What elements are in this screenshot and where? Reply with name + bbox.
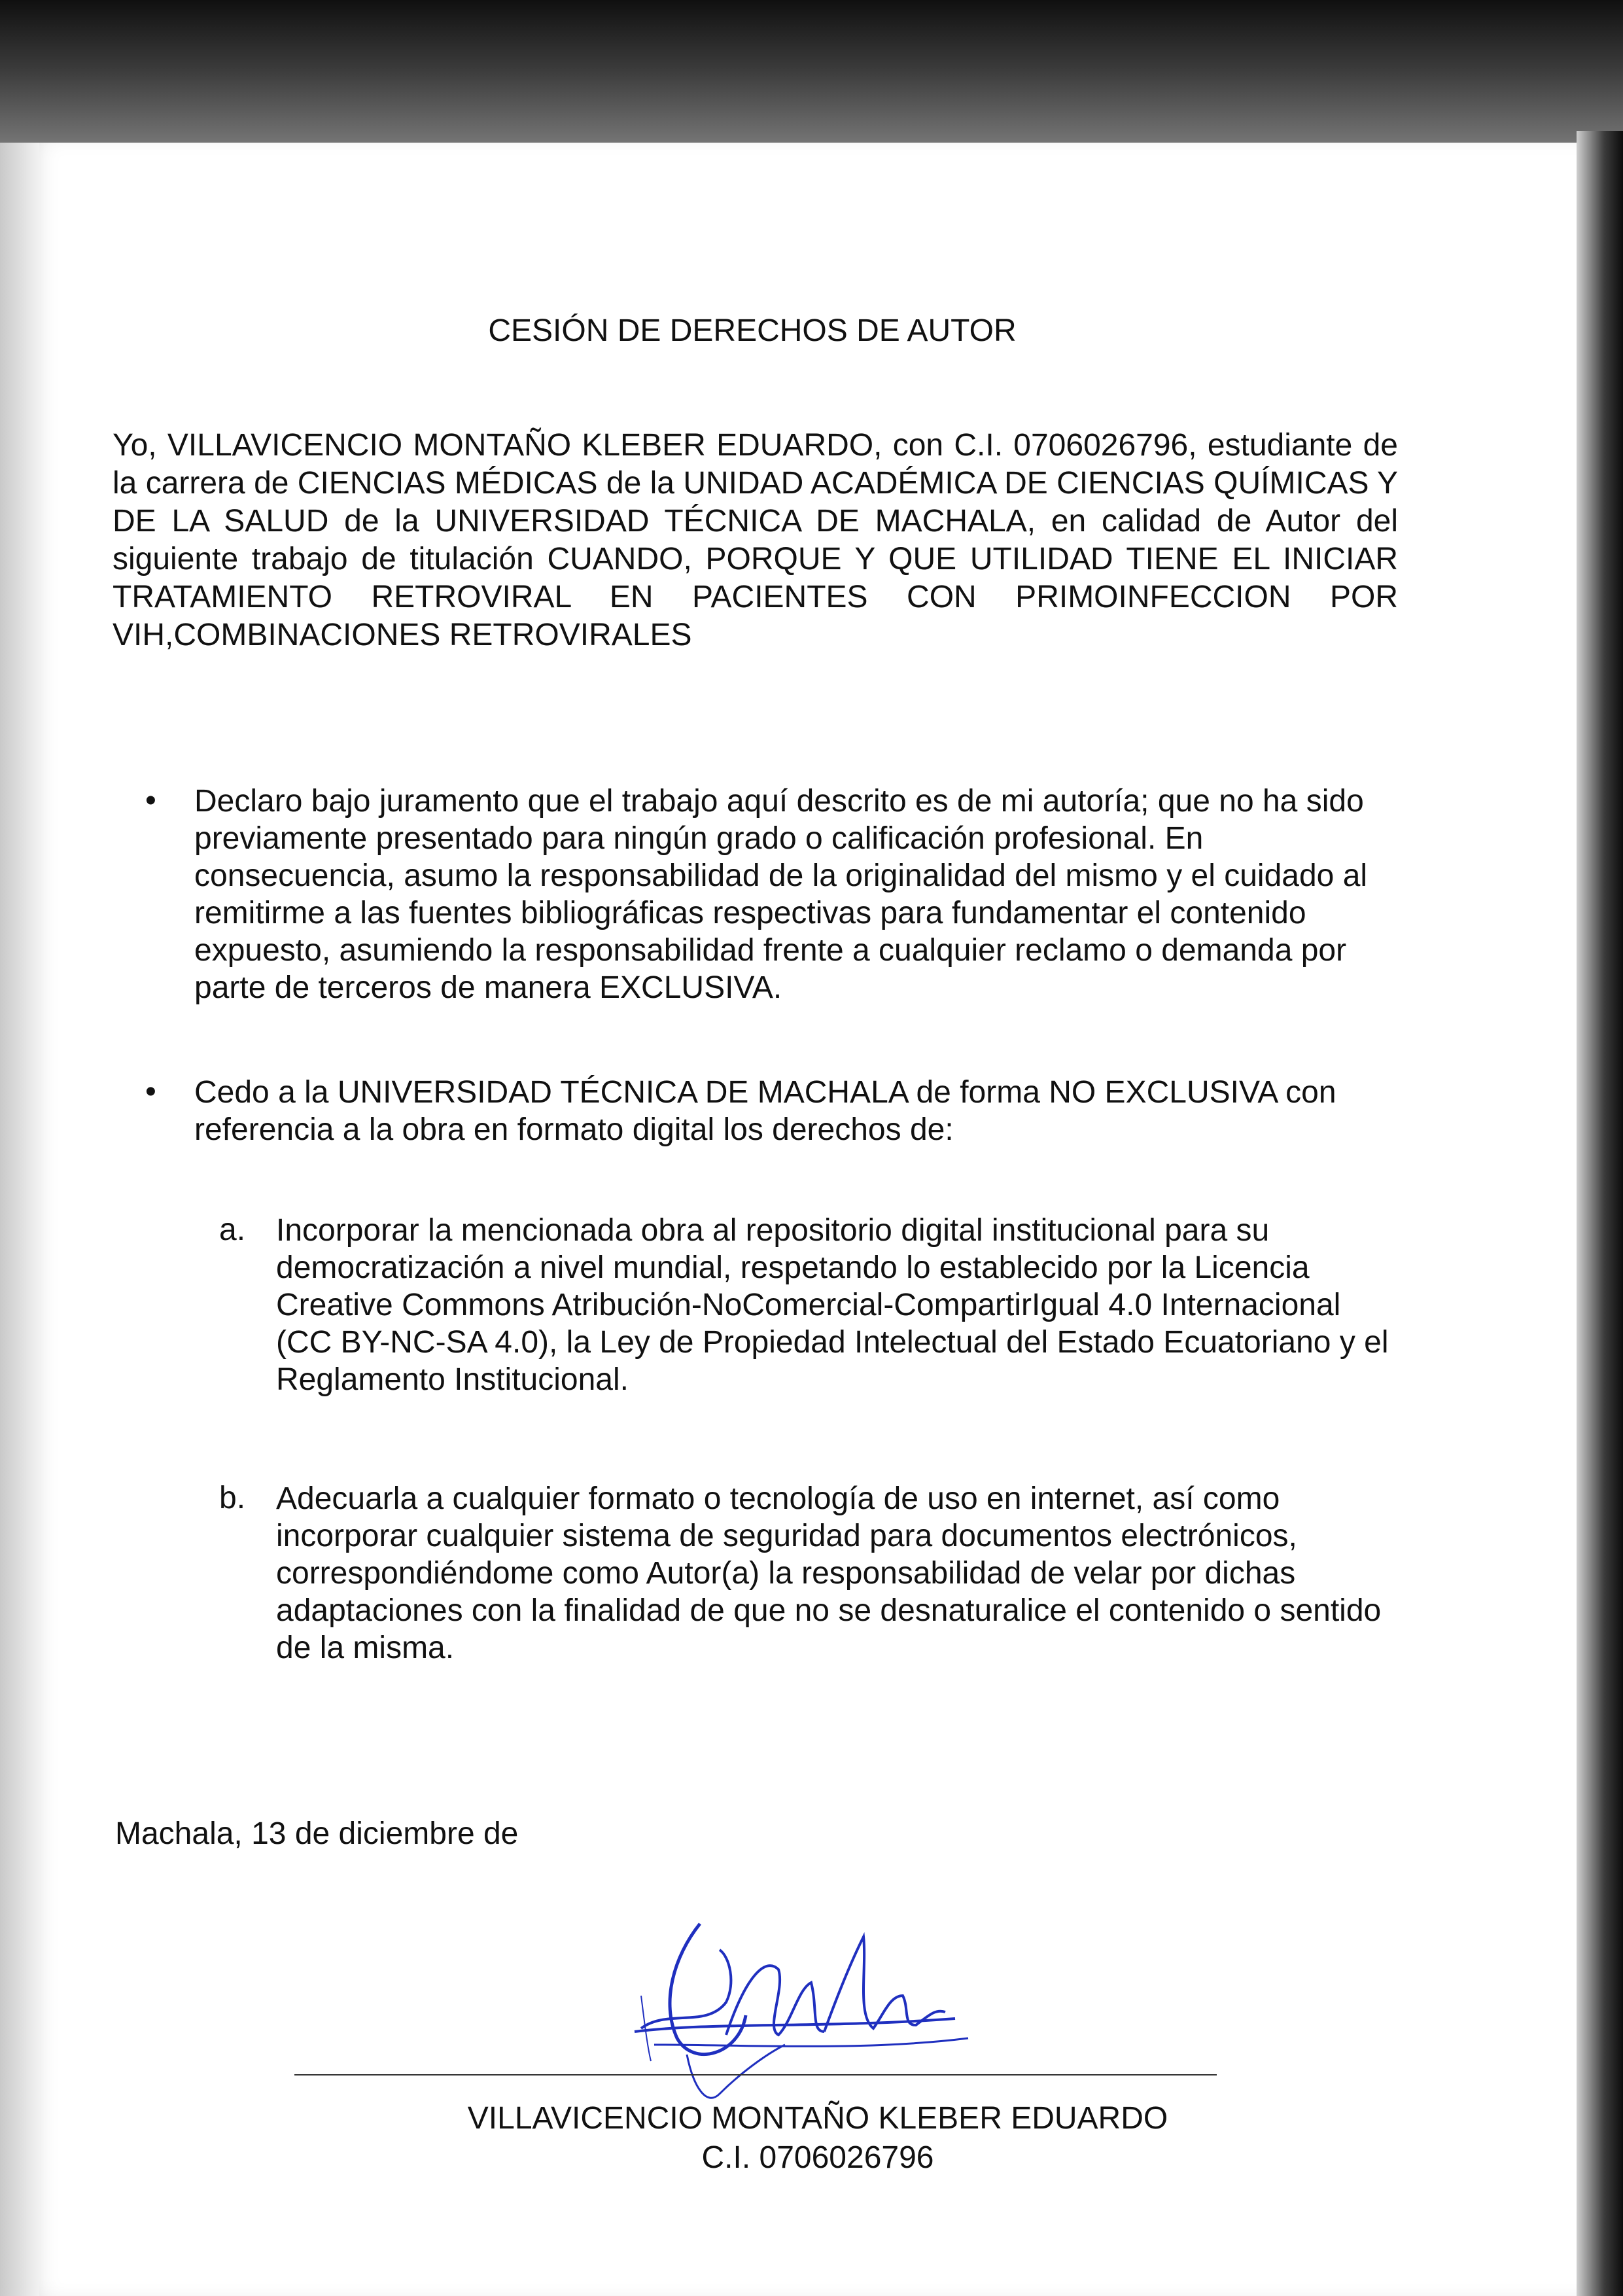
cession-paragraph: Cedo a la UNIVERSIDAD TÉCNICA DE MACHALA de forma NO EXCLUSIVA con referencia a la obra en formato digital los derechos de: [194, 1075, 1336, 1147]
subitem-marker-a: a. [219, 1212, 246, 1247]
place-date: Machala, 13 de diciembre de [115, 1816, 519, 1851]
scan-border-top [0, 0, 1623, 150]
bullet-marker: • [145, 783, 156, 818]
subitem-marker-b: b. [219, 1481, 246, 1515]
signer-name: VILLAVICENCIO MONTAÑO KLEBER EDUARDO [467, 2101, 1168, 2136]
signature-line [294, 2074, 1217, 2075]
document-title: CESIÓN DE DERECHOS DE AUTOR [488, 313, 1017, 348]
subitem-b-text: Adecuarla a cualquier formato o tecnología de uso en internet, así como incorporar cualquier sistema de seguridad para documentos electrónicos, correspondiéndome como Autor(a) la responsabilidad de velar por dichas adaptaciones con la finalidad de que no se desnaturalice el contenido o sentido de la misma. [276, 1481, 1382, 1665]
intro-paragraph: Yo, VILLAVICENCIO MONTAÑO KLEBER EDUARDO, con C.I. 0706026796, estudiante de la carrera de CIENCIAS MÉDICAS de la UNIDAD ACADÉMICA DE CIENCIAS QUÍMICAS Y DE LA SALUD de la UNIVERSIDAD TÉCNICA DE MACHALA, en calidad de Autor del siguiente trabajo de titulación CUANDO, PORQUE Y QUE UTILIDAD TIENE EL INICIAR TRATAMIENTO RETROVIRAL EN PACIENTES CON PRIMOINFECCION POR VIH,COMBINACIONES RETROVIRALES [113, 428, 1398, 652]
page-edge-shadow [0, 143, 39, 2296]
declaration-paragraph: Declaro bajo juramento que el trabajo aquí descrito es de mi autoría; que no ha sido previamente presentado para ningún grado o calificación profesional. En consecuencia, asumo la responsabilidad de la originalidad del mismo y el cuidado al remitirme a las fuentes bibliográficas respectivas para fundamentar el contenido expuesto, asumiendo la responsabilidad frente a cualquier reclamo o demanda por parte de terceros de manera EXCLUSIVA. [194, 784, 1368, 1005]
handwritten-signature [615, 1898, 981, 2113]
subitem-a-text: Incorporar la mencionada obra al repositorio digital institucional para su democratización a nivel mundial, respetando lo establecido por la Licencia Creative Commons Atribución-NoComercial-CompartirIgual 4.0 Internacional (CC BY-NC-SA 4.0), la Ley de Propiedad Intelectual del Estado Ecuatoriano y el Reglamento Institucional. [276, 1213, 1389, 1397]
scan-border-right [1577, 131, 1623, 2296]
signer-id: C.I. 0706026796 [701, 2140, 934, 2175]
bullet-marker: • [145, 1074, 156, 1109]
